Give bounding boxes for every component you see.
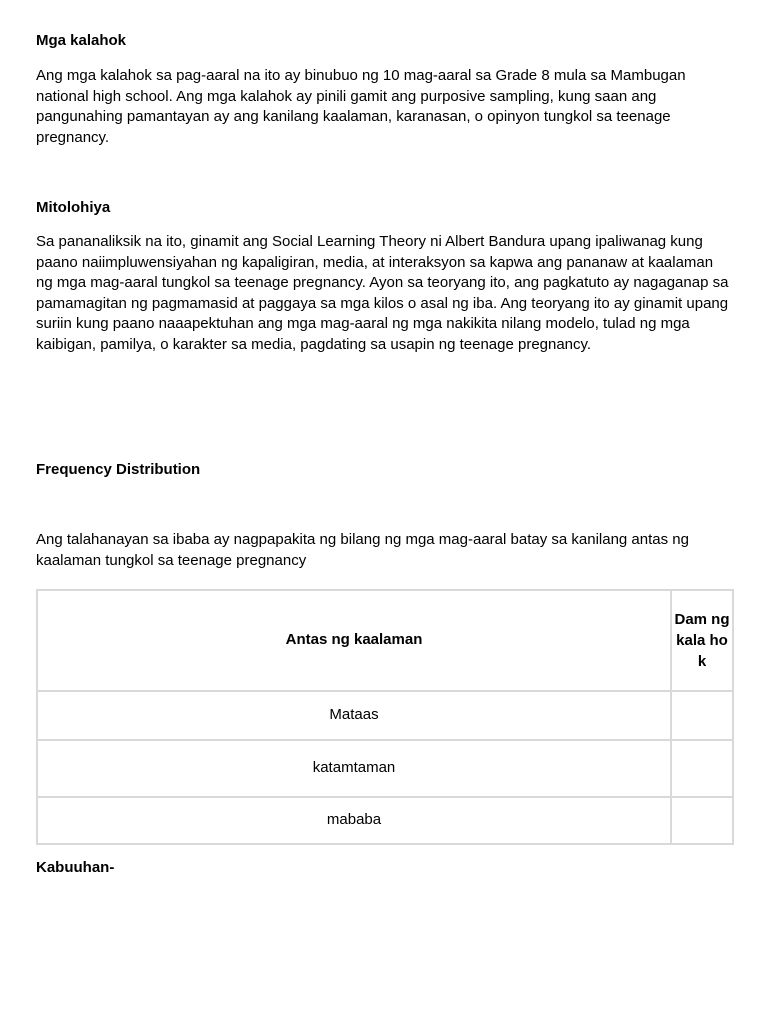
table-cell-count — [671, 691, 733, 740]
table-header-row — [37, 590, 733, 691]
table-cell-count — [671, 797, 733, 844]
methodology-heading: Mitolohiya — [36, 199, 111, 216]
table-row — [37, 691, 733, 740]
table-header-count: Dam ng kala hok — [671, 590, 733, 691]
table-row — [37, 797, 733, 844]
frequency-table — [36, 589, 734, 845]
table-header-level: Antas ng kaalaman — [37, 590, 671, 691]
table-cell-level: Mataas — [37, 691, 671, 740]
frequency-heading: Frequency Distribution — [36, 461, 201, 478]
table-cell-level: mababa — [37, 797, 671, 844]
total-label: Kabuuhan- — [36, 859, 115, 876]
frequency-intro-paragraph: Ang talahanayan sa ibaba ay nagpapakita ng bilang ng mga mag-aaral batay sa kanilang antas ng kaalaman tungkol sa teenage pregnancy — [36, 531, 689, 569]
table-row — [37, 740, 733, 797]
participants-heading: Mga kalahok — [36, 32, 127, 49]
participants-paragraph: Ang mga kalahok sa pag-aaral na ito ay binubuo ng 10 mag-aaral sa Grade 8 mula sa Mambugan national high school. Ang mga kalahok ay pinili gamit ang purposive sampling, kung saan ang pangunahing pamantayan ay ang kanilang kaalaman, karanasan, o opinyon tungkol sa teenage pregnancy. — [36, 67, 686, 146]
table-cell-count — [671, 740, 733, 797]
methodology-paragraph: Sa pananaliksik na ito, ginamit ang Social Learning Theory ni Albert Bandura upang ipaliwanag kung paano naiimpluwensiyahan ng kapaligiran, media, at interaksyon sa kapwa ang pananaw at kaalaman ng mga mag-aaral tungkol sa teenage pregnancy. Ayon sa teoryang ito, ang pagkatuto ay nagaganap sa pamamagitan ng pagmamasid at paggaya sa mga kilos o asal ng iba. Ang teoryang ito ay ginamit upang suriin kung paano naaapektuhan ang mga mag-aaral ng mga nakikita nilang modelo, tulad ng mga kaibigan, pamilya, o karakter sa media, pagdating sa usapin ng teenage pregnancy. — [36, 233, 729, 353]
table-cell-level: katamtaman — [37, 740, 671, 797]
